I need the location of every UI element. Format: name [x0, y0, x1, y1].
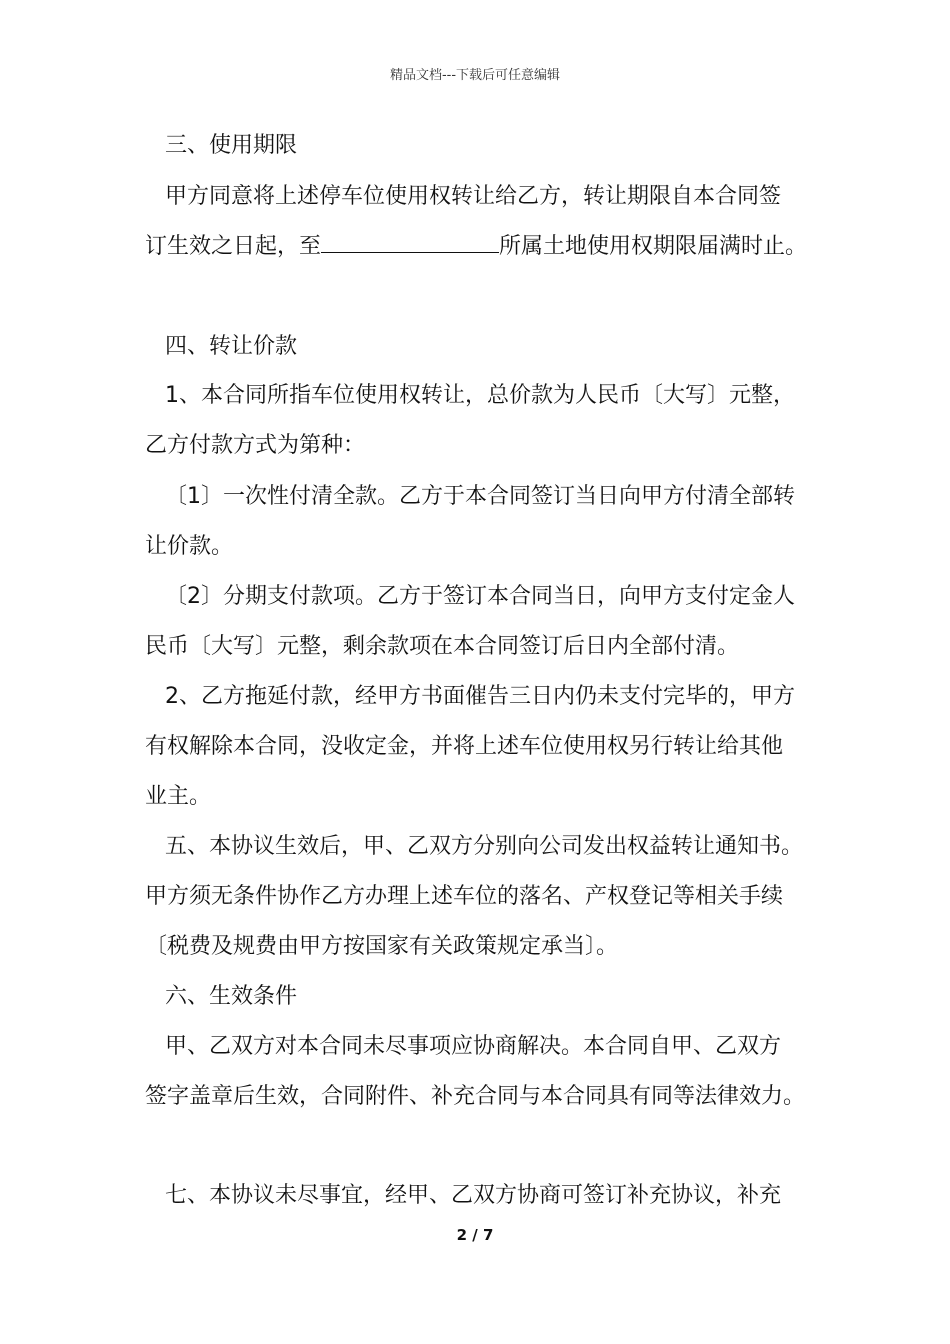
paragraph-line-with-blank: [145, 232, 807, 262]
section-6-title: 六、生效条件: [165, 984, 298, 1009]
paragraph-line: 2、乙方拖延付款，经甲方书面催告三日内仍未支付完毕的，甲方: [165, 684, 795, 709]
paragraph-line: 让价款。: [145, 534, 234, 559]
paragraph-line: 甲方同意将上述停车位使用权转让给乙方，转让期限自本合同签: [165, 184, 782, 209]
paragraph-line: 〔税费及规费由甲方按国家有关政策规定承当〕。: [145, 934, 619, 959]
page-number: 2 / 7: [456, 1226, 494, 1244]
paragraph-line: 〔2〕分期支付款项。乙方于签订本合同当日，向甲方支付定金人: [165, 584, 795, 609]
fill-in-blank: [321, 232, 499, 253]
paragraph-line: 甲、乙双方对本合同未尽事项应协商解决。本合同自甲、乙双方: [165, 1034, 782, 1059]
paragraph-line: 1、本合同所指车位使用权转让，总价款为人民币〔大写〕元整，: [165, 383, 795, 408]
paragraph-line: 乙方付款方式为第种：: [145, 433, 366, 458]
paragraph-line: 业主。: [145, 784, 212, 809]
section-3-title: 三、使用期限: [165, 133, 298, 158]
text-segment: 所属土地使用权期限届满时止。: [499, 234, 808, 259]
section-5-line: 五、本协议生效后，甲、乙双方分别向公司发出权益转让通知书。: [165, 834, 804, 859]
page-header: 精品文档---下载后可任意编辑: [389, 68, 561, 83]
section-4-title: 四、转让价款: [165, 334, 298, 359]
section-7-line: 七、本协议未尽事宜，经甲、乙双方协商可签订补充协议，补充: [165, 1183, 782, 1208]
paragraph-line: 有权解除本合同，没收定金，并将上述车位使用权另行转让给其他: [145, 734, 784, 759]
paragraph-line: 签字盖章后生效，合同附件、补充合同与本合同具有同等法律效力。: [145, 1084, 806, 1109]
paragraph-line: 甲方须无条件协作乙方办理上述车位的落名、产权登记等相关手续: [145, 884, 784, 909]
text-segment: 订生效之日起，至: [145, 234, 322, 259]
paragraph-line: 〔1〕一次性付清全款。乙方于本合同签订当日向甲方付清全部转: [165, 484, 795, 509]
paragraph-line: 民币〔大写〕元整，剩余款项在本合同签订后日内全部付清。: [145, 634, 740, 659]
